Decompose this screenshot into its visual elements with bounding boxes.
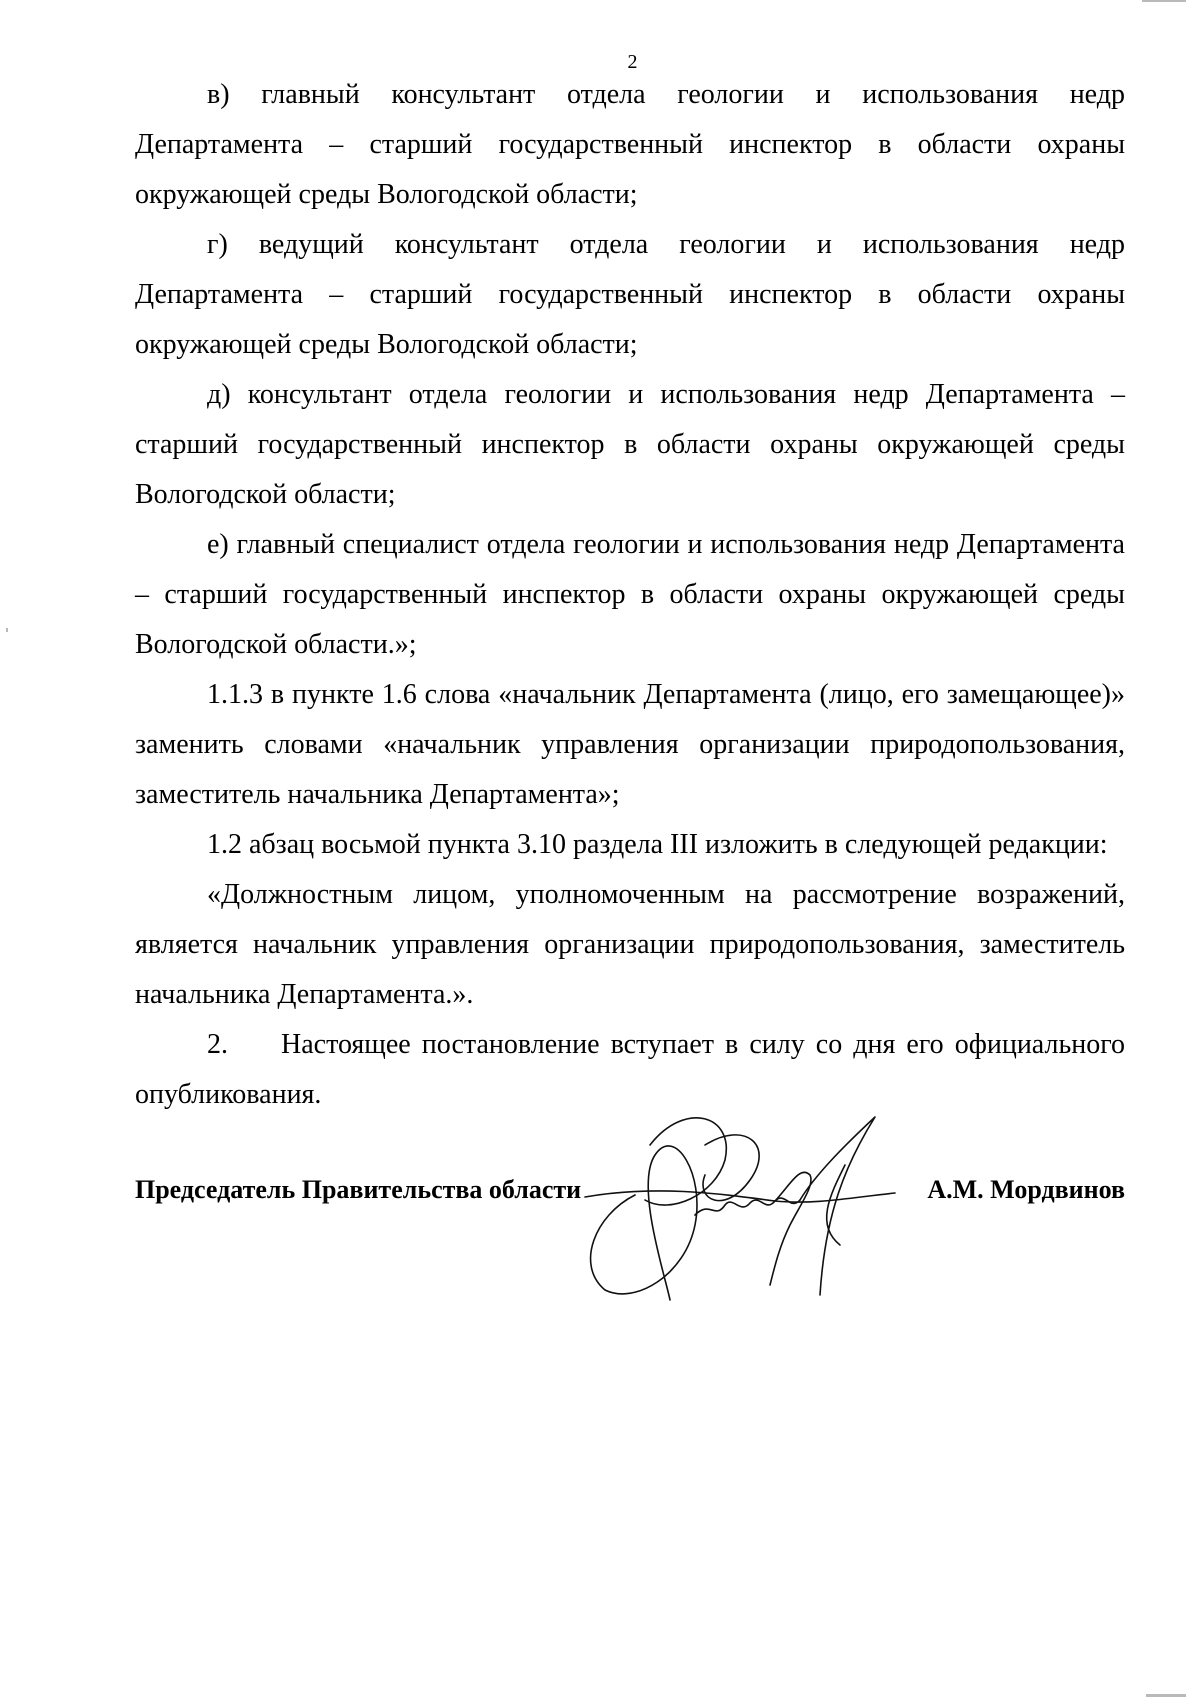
handwritten-signature (575, 1105, 935, 1305)
paragraph-g: г) ведущий консультант отдела геологии и использования недр Департамента – старший государственный инспектор в области охраны окружающей среды Вологодской области; (135, 229, 1125, 360)
scan-mark-top-right (1142, 0, 1186, 2)
paragraph-e: е) главный специалист отдела геологии и использования недр Департамента – старший государственный инспектор в области охраны окружающей среды Вологодской области.»; (135, 529, 1125, 660)
signer-title: Председатель Правительства области (135, 1175, 582, 1204)
paragraph-1-1-3: 1.1.3 в пункте 1.6 слова «начальник Департамента (лицо, его замещающее)» заменить словами «начальник управления организации природопользования, заместитель начальника Департамента»; (135, 679, 1125, 810)
paragraph-1-2: 1.2 абзац восьмой пункта 3.10 раздела III изложить в следующей редакции: (207, 829, 1108, 860)
scan-mark-left-edge (6, 628, 8, 632)
paragraph-d: д) консультант отдела геологии и использования недр Департамента – старший государственный инспектор в области охраны окружающей среды Вологодской области; (135, 379, 1125, 510)
page-number: 2 (627, 51, 638, 73)
clause-text: Настоящее постановление вступает в силу со дня его официального опубликования. (135, 1029, 1125, 1110)
clause-number: 2. (207, 1029, 228, 1060)
document-body (135, 70, 1125, 1120)
paragraph-v: в) главный консультант отдела геологии и использования недр Департамента – старший государственный инспектор в области охраны окружающей среды Вологодской области; (135, 79, 1125, 210)
signer-name: А.М. Мордвинов (927, 1175, 1125, 1204)
paragraph-quoted-amendment: «Должностным лицом, уполномоченным на рассмотрение возражений, является начальник управления организации природопользования, заместитель начальника Департамента.». (135, 879, 1125, 1010)
